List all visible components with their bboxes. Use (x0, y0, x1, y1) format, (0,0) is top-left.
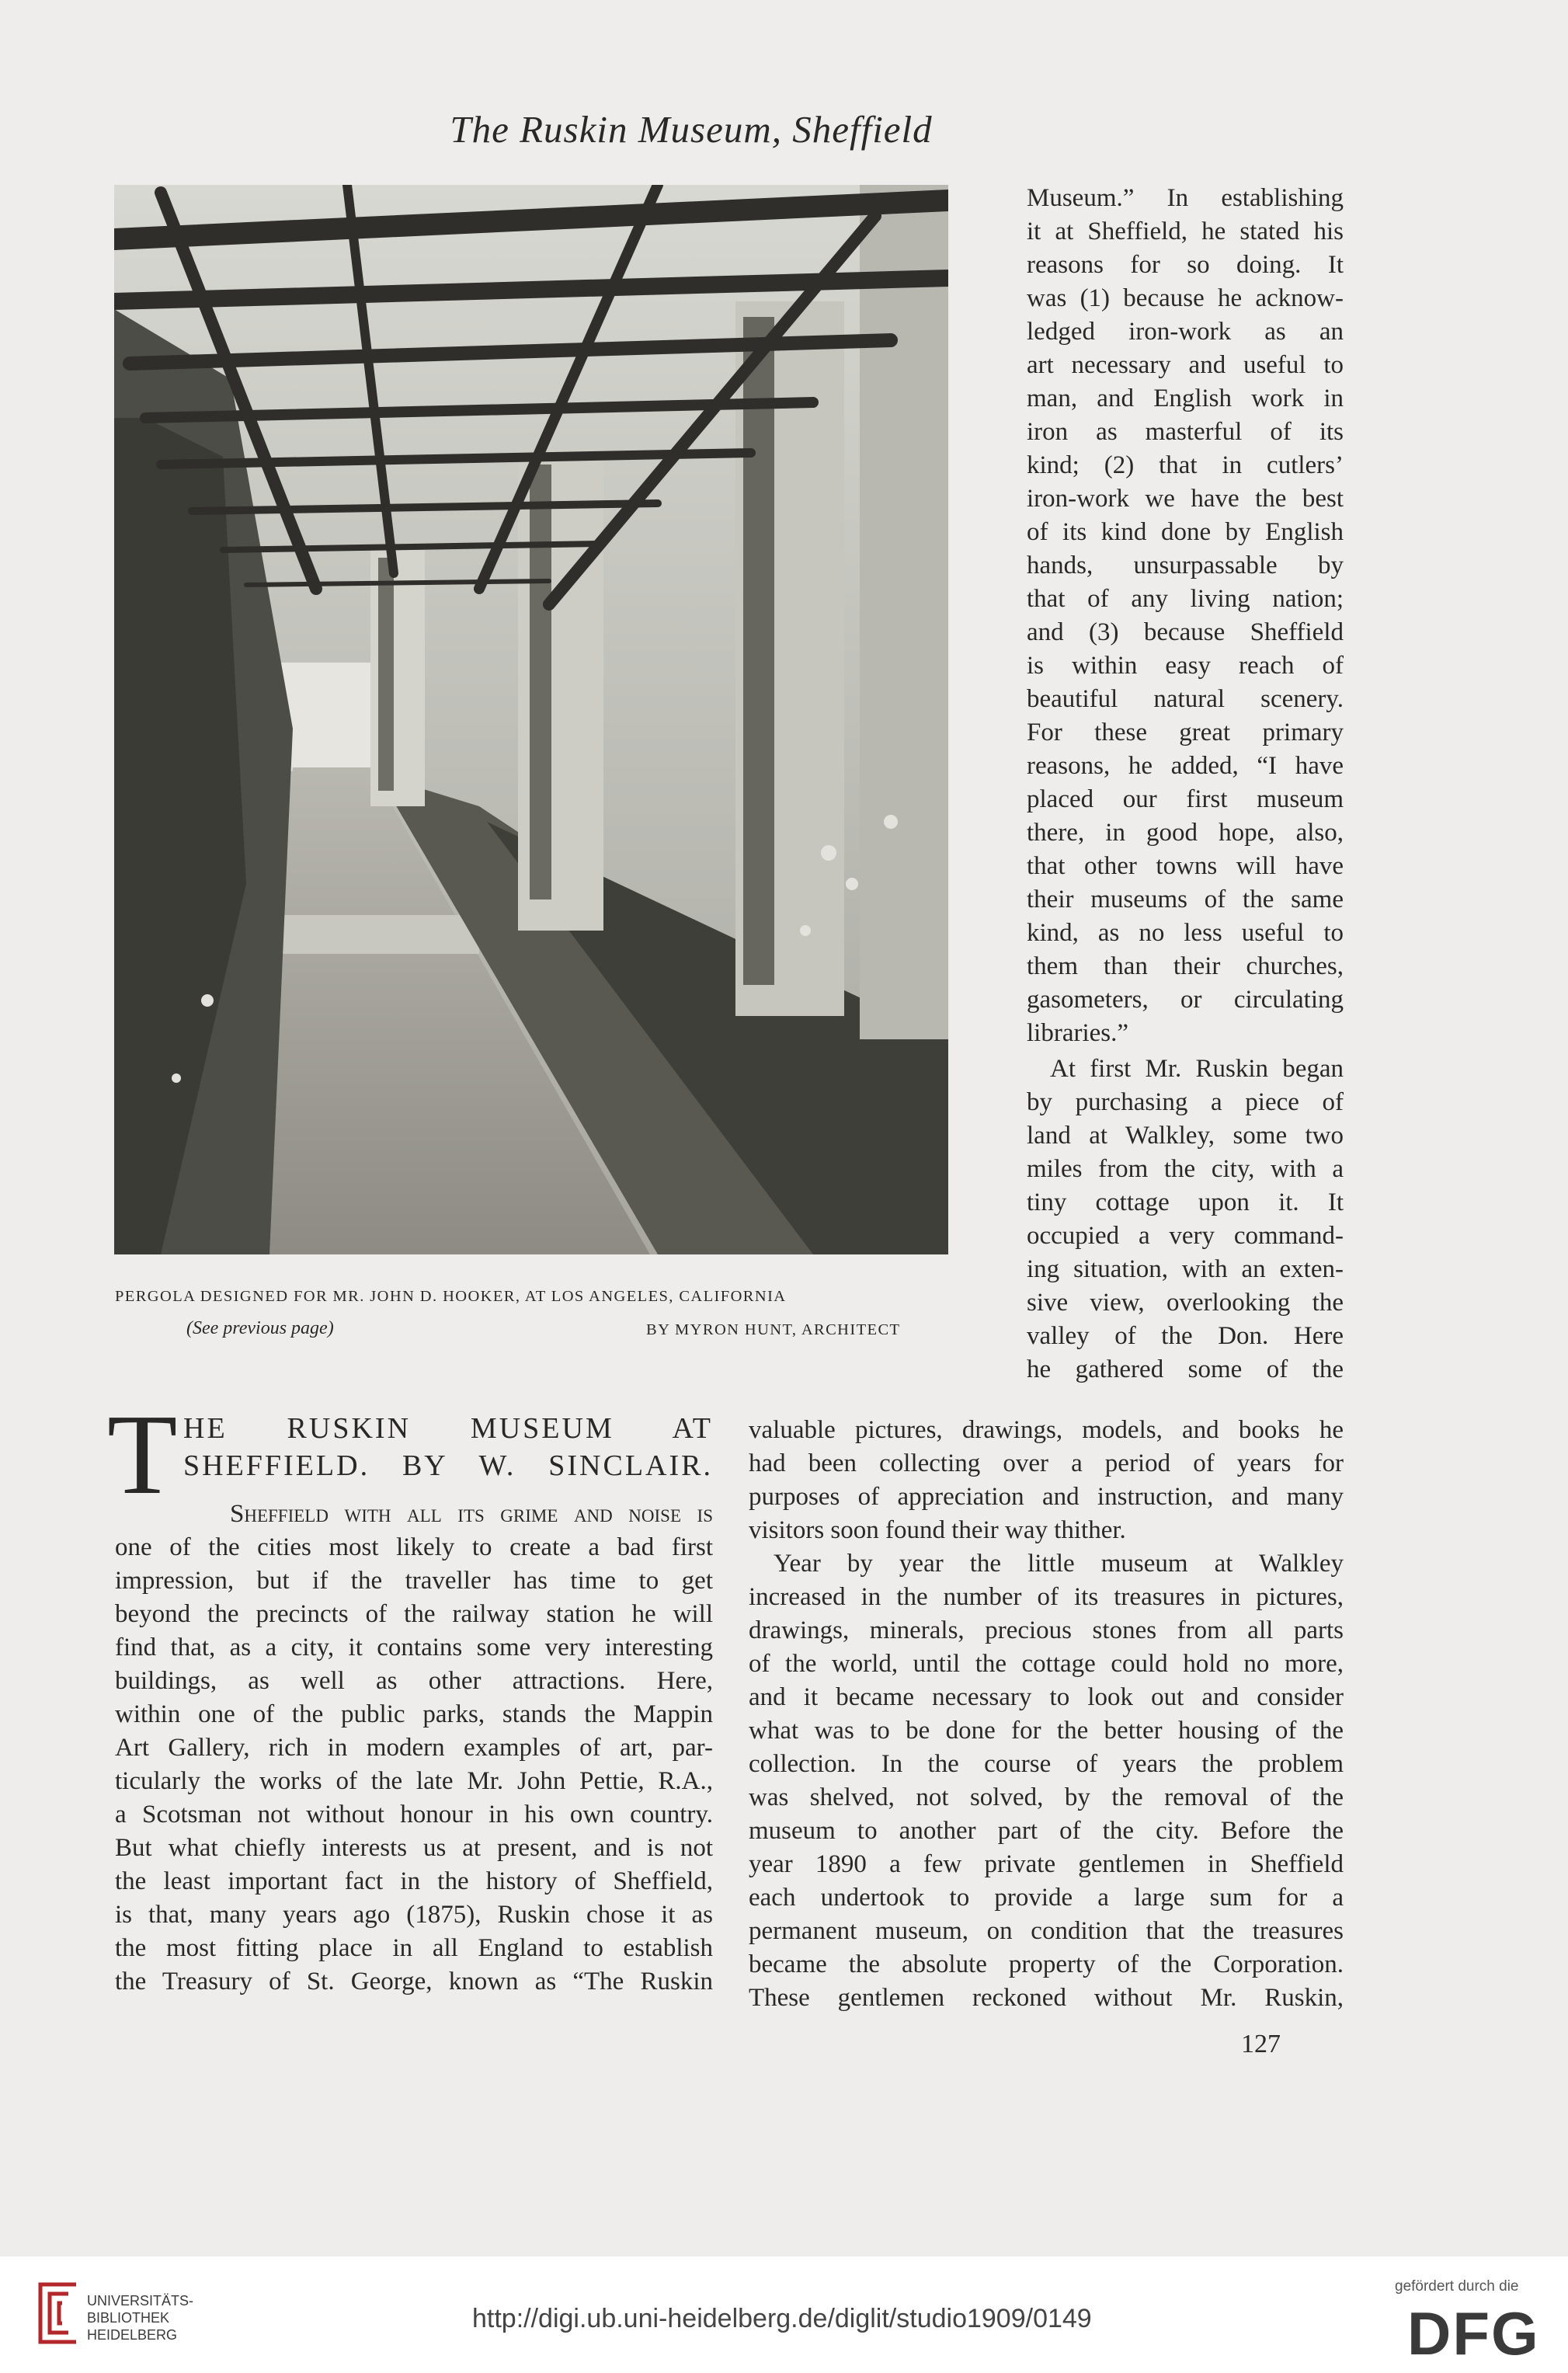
figure-caption: PERGOLA DESIGNED FOR MR. JOHN D. HOOKER, AT LOS ANGELES, CALIFORNIA (115, 1288, 787, 1305)
library-name (87, 2292, 193, 2343)
right-column-line: At first Mr. Ruskin began (1050, 1055, 1344, 1083)
left-column-line: is that, many years ago (1875), Ruskin chose it as (115, 1901, 713, 1929)
left-column-line: the least important fact in the history of Sheffield, (115, 1867, 713, 1895)
right-column-line: libraries.” (1027, 1019, 1129, 1047)
right-column-line: there, in good hope, also, (1027, 819, 1344, 847)
page-title: The Ruskin Museum, Sheffield (450, 108, 933, 151)
right-column-line: kind; (2) that in cutlers’ (1027, 451, 1344, 479)
figure-credit: BY MYRON HUNT, ARCHITECT (646, 1321, 901, 1338)
right-column-line: ing situation, with an exten- (1027, 1255, 1344, 1283)
pergola-photograph (114, 185, 948, 1254)
left-column-line: find that, as a city, it contains some very interesting (115, 1634, 713, 1661)
right-column-line: of its kind done by English (1027, 518, 1344, 546)
library-logo-icon[interactable] (36, 2280, 81, 2350)
right-column-line: is within easy reach of (1027, 652, 1344, 680)
wide-column-line: purposes of appreciation and instruction, and many (749, 1483, 1344, 1511)
right-column-line: that of any living nation; (1027, 585, 1344, 613)
right-column-line: them than their churches, (1027, 952, 1344, 980)
left-column-line: ticularly the works of the late Mr. John Pettie, R.A., (115, 1767, 713, 1795)
right-column-line: placed our first museum (1027, 785, 1344, 813)
right-column-line: it at Sheffield, he stated his (1027, 217, 1344, 245)
library-name-line: UNIVERSITÄTS- (87, 2293, 194, 2309)
wide-column-line: drawings, minerals, precious stones from all parts (749, 1616, 1344, 1644)
library-name-line: HEIDELBERG (87, 2327, 178, 2343)
page-number: 127 (1241, 2030, 1281, 2058)
right-column-line: reasons for so doing. It (1027, 251, 1344, 279)
left-column-line: Sheffield with all its grime and noise is (230, 1500, 713, 1528)
right-column-line: Museum.” In establishing (1027, 184, 1344, 212)
right-column-line: that other towns will have (1027, 852, 1344, 880)
wide-column-line: each undertook to provide a large sum for a (749, 1884, 1344, 1912)
wide-column-line: and it became necessary to look out and consider (749, 1683, 1344, 1711)
library-name-line: BIBLIOTHEK (87, 2310, 170, 2326)
wide-column-line: permanent museum, on condition that the treasures (749, 1917, 1344, 1945)
right-column-line: miles from the city, with a (1027, 1155, 1344, 1183)
right-column-line: their museums of the same (1027, 886, 1344, 913)
wide-column-line: collection. In the course of years the problem (749, 1750, 1344, 1778)
wide-column-line: museum to another part of the city. Before the (749, 1817, 1344, 1845)
left-column-line: one of the cities most likely to create a bad first (115, 1533, 713, 1561)
article-heading-line: HE RUSKIN MUSEUM AT (183, 1412, 713, 1445)
right-column-line: valley of the Don. Here (1027, 1322, 1344, 1350)
left-column-line: beyond the precincts of the railway station he will (115, 1600, 713, 1628)
wide-column-line: became the absolute property of the Corporation. (749, 1950, 1344, 1978)
right-column-line: beautiful natural scenery. (1027, 685, 1344, 713)
left-column-line: But what chiefly interests us at present, and is not (115, 1834, 713, 1862)
right-column-line: reasons, he added, “I have (1027, 752, 1344, 780)
left-column-line: a Scotsman not without honour in his own country. (115, 1801, 713, 1828)
dfg-logo-icon[interactable]: DFG (1407, 2299, 1540, 2368)
left-column-line: impression, but if the traveller has time to get (115, 1567, 713, 1595)
right-column-line: was (1) because he acknow- (1027, 284, 1344, 312)
right-column-line: and (3) because Sheffield (1027, 618, 1344, 646)
permalink-url[interactable]: http://digi.ub.uni-heidelberg.de/diglit/studio1909/0149 (472, 2304, 1092, 2333)
right-column-line: iron as masterful of its (1027, 418, 1344, 446)
right-column-line: art necessary and useful to (1027, 351, 1344, 379)
wide-column-line: These gentlemen reckoned without Mr. Ruskin, (749, 1984, 1344, 2012)
right-column-line: man, and English work in (1027, 384, 1344, 412)
wide-column-line: was shelved, not solved, by the removal of the (749, 1783, 1344, 1811)
wide-column-line: Year by year the little museum at Walkley (774, 1550, 1344, 1578)
left-column-line: within one of the public parks, stands the Mappin (115, 1700, 713, 1728)
right-column-line: iron-work we have the best (1027, 485, 1344, 513)
left-column-line: the Treasury of St. George, known as “The Ruskin (115, 1968, 713, 1995)
wide-column-line: what was to be done for the better housing of the (749, 1717, 1344, 1745)
figure-caption-reference: (See previous page) (186, 1318, 334, 1338)
wide-column-line: year 1890 a few private gentlemen in Sheffield (749, 1850, 1344, 1878)
wide-column-line: visitors soon found their way thither. (749, 1516, 1126, 1544)
right-column-line: tiny cottage upon it. It (1027, 1188, 1344, 1216)
right-column-line: hands, unsurpassable by (1027, 551, 1344, 579)
right-column-line: gasometers, or circulating (1027, 986, 1344, 1014)
left-column-line: the most fitting place in all England to establish (115, 1934, 713, 1962)
right-column-line: sive view, overlooking the (1027, 1289, 1344, 1317)
drop-cap: T (107, 1391, 178, 1519)
right-column-line: by purchasing a piece of (1027, 1088, 1344, 1116)
sponsor-text: gefördert durch die (1395, 2278, 1519, 2295)
right-column-line: ledged iron-work as an (1027, 318, 1344, 346)
right-column-line: he gathered some of the (1027, 1355, 1344, 1383)
wide-column-line: valuable pictures, drawings, models, and books he (749, 1416, 1344, 1444)
wide-column-line: increased in the number of its treasures in pictures, (749, 1583, 1344, 1611)
right-column-line: occupied a very command- (1027, 1222, 1344, 1250)
wide-column-line: of the world, until the cottage could hold no more, (749, 1650, 1344, 1678)
article-heading-line: SHEFFIELD. BY W. SINCLAIR. (183, 1449, 713, 1482)
wide-column-line: had been collecting over a period of years for (749, 1449, 1344, 1477)
left-column-line: buildings, as well as other attractions. Here, (115, 1667, 713, 1695)
right-column-line: kind, as no less useful to (1027, 919, 1344, 947)
left-column-line: Art Gallery, rich in modern examples of art, par- (115, 1734, 713, 1762)
pergola-image (114, 185, 948, 1254)
right-column-line: For these great primary (1027, 719, 1344, 746)
right-column-line: land at Walkley, some two (1027, 1122, 1344, 1150)
